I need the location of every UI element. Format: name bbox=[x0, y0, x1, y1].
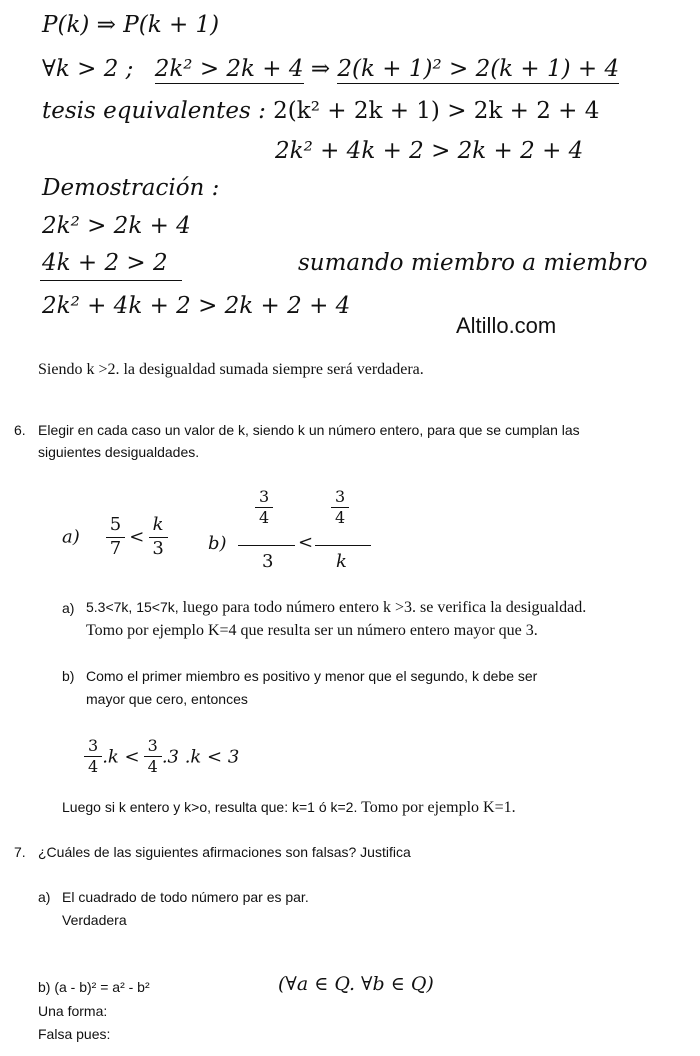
fraction-5-7: $\frac{5}{7}$ bbox=[106, 515, 125, 559]
q7-b-statement: b) (a - b)² = a² - b² bbox=[38, 979, 150, 995]
q7-a-label: a) bbox=[38, 889, 51, 905]
q6-ans-a-line-2: Tomo por ejemplo K=4 que resulta ser un número entero mayor que 3. bbox=[86, 622, 538, 639]
q6-b-right-fraction: $\frac{3}{4}$ bbox=[331, 488, 349, 528]
q6-a-label: a) bbox=[62, 526, 80, 548]
q6-ans-a-label: a) bbox=[62, 600, 75, 616]
thesis: 2(k + 1)² > 2(k + 1) + 4 bbox=[337, 56, 620, 82]
equivalent-thesis-label: tesis equivalentes : bbox=[42, 98, 266, 124]
induction-conclusion: Siendo k >2. la desigualdad sumada siempre será verdadera. bbox=[38, 361, 424, 378]
induction-line-2 bbox=[42, 56, 619, 82]
induction-line-1: P(k) ⇒ P(k + 1) bbox=[42, 12, 220, 38]
q6-text-line-1: Elegir en cada caso un valor de k, siendo k un número entero, para que se cumplan las bbox=[38, 422, 580, 438]
fraction-k-3: $\frac{k}{3}$ bbox=[148, 515, 167, 559]
q6-ans-b-label: b) bbox=[62, 668, 75, 684]
q6-b-den-right: k bbox=[336, 551, 347, 572]
q6-b-den-left: 3 bbox=[262, 551, 274, 572]
q7-text: ¿Cuáles de las siguientes afirmaciones son falsas? Justifica bbox=[38, 844, 411, 860]
q7-a-answer: Verdadera bbox=[62, 912, 127, 928]
hypothesis: 2k² > 2k + 4 bbox=[154, 56, 304, 82]
induction-line-4: 2k² + 4k + 2 > 2k + 2 + 4 bbox=[275, 138, 584, 164]
q6-ans-b-line-1: Como el primer miembro es positivo y menor que el segundo, k debe ser bbox=[86, 668, 538, 684]
q6-ans-b-math: $\frac{3}{4}$ .k < $\frac{3}{4}$ .3 .k < 3 bbox=[84, 737, 239, 777]
demo-note: sumando miembro a miembro bbox=[298, 250, 648, 276]
q7-b-line-2: Una forma: bbox=[38, 1003, 108, 1019]
q7-number: 7. bbox=[14, 844, 26, 860]
q7-a-text: El cuadrado de todo número par es par. bbox=[62, 889, 309, 905]
q6-ans-b-line-2: mayor que cero, entonces bbox=[86, 691, 248, 707]
q6-b-left-fraction: $\frac{3}{4}$ bbox=[255, 488, 273, 528]
demo-step-2: 4k + 2 > 2 bbox=[42, 250, 168, 276]
sum-divider bbox=[40, 280, 182, 281]
q6-b-left-main-bar bbox=[238, 545, 295, 546]
implies-arrow: ⇒ bbox=[310, 56, 331, 82]
q7-b-quantifier: (∀a ∈ Q. ∀b ∈ Q) bbox=[278, 973, 434, 995]
fraction-3-4-a: $\frac{3}{4}$ bbox=[84, 737, 102, 777]
q6-ans-a-line-1: 5.3<7k, 15<7k, luego para todo número entero k >3. se verifica la desigualdad. bbox=[86, 599, 587, 616]
q6-ans-b-conclusion: Luego si k entero y k>o, resulta que: k=1 ó k=2. Tomo por ejemplo K=1. bbox=[62, 799, 516, 816]
induction-line-3 bbox=[42, 98, 599, 124]
q6-b-less-than: < bbox=[298, 532, 314, 553]
q6-a-expression: a) $\frac{5}{7}$ < $\frac{k}{3}$ bbox=[62, 515, 168, 559]
forall-condition: ∀k > 2 ; bbox=[42, 56, 134, 82]
q6-b-label: b) bbox=[208, 533, 227, 554]
fraction-3-4-b: $\frac{3}{4}$ bbox=[144, 737, 162, 777]
demo-label: Demostración : bbox=[42, 175, 220, 201]
q7-b-line-3: Falsa pues: bbox=[38, 1026, 111, 1042]
q6-number: 6. bbox=[14, 422, 26, 438]
q6-b-right-main-bar bbox=[315, 545, 371, 546]
equivalent-thesis-expr: 2(k² + 2k + 1) > 2k + 2 + 4 bbox=[273, 98, 600, 124]
demo-result: 2k² + 4k + 2 > 2k + 2 + 4 bbox=[42, 293, 351, 319]
demo-step-1: 2k² > 2k + 4 bbox=[42, 213, 191, 239]
watermark: Altillo.com bbox=[456, 313, 557, 338]
q6-text-line-2: siguientes desigualdades. bbox=[38, 444, 200, 460]
